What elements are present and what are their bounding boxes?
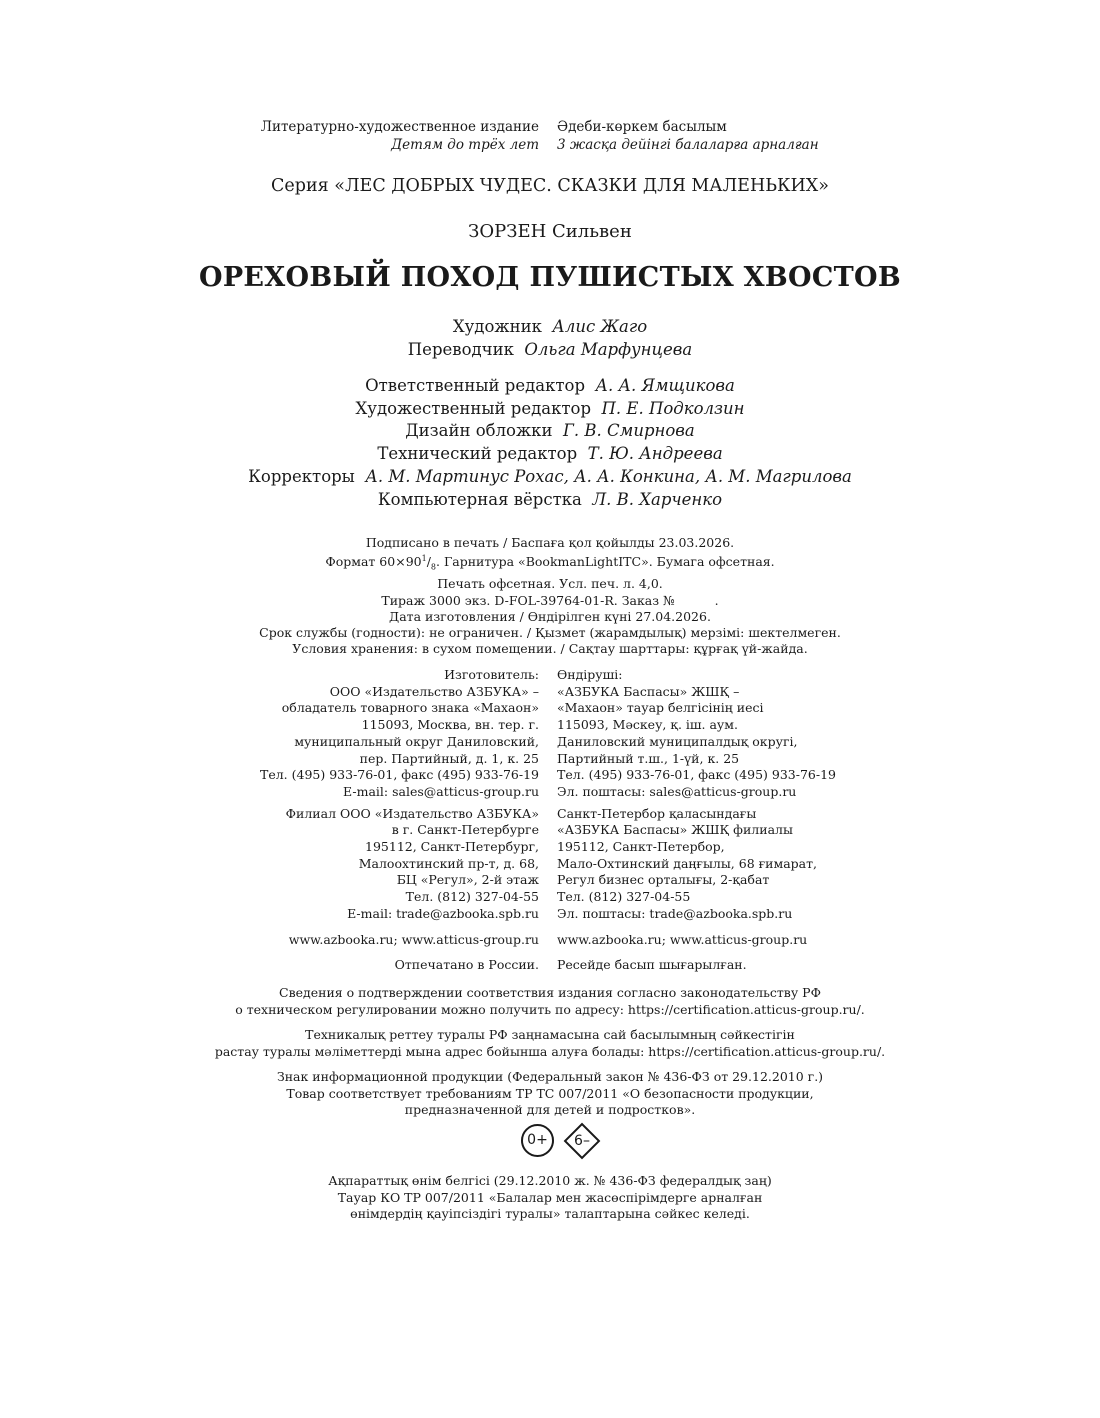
staff-row [0, 420, 1100, 443]
maker-kz: «Махаон» тауар белгісінің иесі [557, 700, 764, 716]
web-kz: www.azbooka.ru; www.atticus-group.ru [557, 931, 808, 947]
cert-kz-line: Техникалық реттеу туралы РФ заңнамасына сай басылымның сәйкестігін [305, 1027, 795, 1042]
book-title: ОРЕХОВЫЙ ПОХОД ПУШИСТЫХ ХВОСТОВ [199, 262, 901, 293]
age-0-plus-icon: 0+ [521, 1124, 554, 1157]
maker-ru: 115093, Москва, вн. тер. г. [361, 717, 539, 733]
branch-row [0, 806, 1100, 823]
credit-name: Алис Жаго [552, 317, 648, 336]
age-6-minus-icon [562, 1123, 602, 1159]
branch-row [0, 906, 1100, 923]
format-text: Формат 60×90 [325, 554, 422, 570]
info-line: Товар соответствует требованиям ТР ТС 007/2011 «О безопасности продукции, [286, 1085, 814, 1101]
branch-row [0, 856, 1100, 873]
print-method-line: Печать офсетная. Усл. печ. л. 4,0. [437, 576, 663, 592]
maker-kz: 115093, Мәскеу, қ. іш. аум. [557, 717, 738, 733]
branch-ru: 195112, Санкт-Петербург, [365, 839, 539, 855]
author-name: ЗОРЗЕН Сильвен [468, 221, 632, 242]
staff-row [0, 375, 1100, 398]
edition-type-kz: Әдеби-көркем басылым [557, 119, 727, 135]
cert-ru-line: Сведения о подтверждении соответствия издания согласно законодательству РФ [279, 985, 821, 1000]
branch-ru: E-mail: trade@azbooka.spb.ru [347, 905, 539, 921]
branch-ru: БЦ «Регул», 2-й этаж [396, 872, 539, 888]
staff-role: Компьютерная вёрстка [377, 489, 582, 509]
branch-ru: Малоохтинский пр-т, д. 68, [358, 855, 539, 871]
edition-info [0, 118, 1100, 154]
branch-kz: Мало-Охтинский даңғылы, 68 ғимарат, [557, 855, 818, 871]
maker-kz: Тел. (495) 933-76-01, факс (495) 933-76-19 [557, 767, 836, 783]
branch-ru: Филиал ООО «Издательство АЗБУКА» [285, 805, 539, 821]
staff-name: Л. В. Харченко [592, 489, 723, 509]
age-kz: 3 жасқа дейінгі балаларға арналған [557, 137, 819, 153]
branch-kz: «АЗБУКА Баспасы» ЖШҚ филиалы [557, 822, 793, 838]
branch-ru: Тел. (812) 327-04-55 [405, 889, 539, 905]
info-mark-kz [0, 1173, 1100, 1223]
staff-row [0, 398, 1100, 421]
credit-translator [0, 339, 1100, 362]
maker-ru: обладатель товарного знака «Махаон» [281, 700, 539, 716]
staff-role: Ответственный редактор [365, 376, 586, 395]
printed-row [0, 957, 1100, 974]
branch-ru: в г. Санкт-Петербурге [391, 822, 539, 838]
credits [0, 316, 1100, 361]
kaz-line: өнімдердің қауіпсіздігі туралы» талаптарына сәйкес келеді. [350, 1206, 750, 1221]
format-sub: 8 [430, 562, 437, 572]
web-row [0, 932, 1100, 949]
edition-type-ru: Литературно-художественное издание [260, 119, 539, 135]
storage-line: Условия хранения: в сухом помещении. / Сақтау шарттары: құрғақ үй-жайда. [292, 641, 808, 657]
maker-kz: «АЗБУКА Баспасы» ЖШҚ – [557, 683, 740, 699]
manufacturer-info [0, 667, 1100, 974]
cert-kz [0, 1027, 1100, 1060]
staff-role: Технический редактор [377, 444, 578, 464]
branch-row [0, 872, 1100, 889]
credit-role: Переводчик [407, 339, 514, 359]
cert-ru [0, 985, 1100, 1018]
maker-ru: муниципальный округ Даниловский, [294, 733, 539, 749]
format-sup: 1 [421, 554, 427, 564]
made-date-line: Дата изготовления / Өндірілген күні 27.04.2026. [389, 608, 711, 624]
age-marks [0, 1123, 1100, 1163]
staff-name: Г. В. Смирнова [562, 421, 695, 441]
staff-row [0, 466, 1100, 489]
maker-ru: Тел. (495) 933-76-01, факс (495) 933-76-19 [260, 767, 539, 783]
maker-kz: Даниловский муниципалдық округі, [557, 733, 798, 749]
kaz-line: Тауар КО ТР 007/2011 «Балалар мен жасөспірімдерге арналған [337, 1189, 763, 1205]
maker-ru: пер. Партийный, д. 1, к. 25 [359, 750, 539, 766]
info-mark-ru [0, 1069, 1100, 1119]
info-line: Знак информационной продукции (Федеральный закон № 436-ФЗ от 29.12.2010 г.) [276, 1069, 824, 1084]
editorial-staff [0, 375, 1100, 511]
series-line: Серия «ЛЕС ДОБРЫХ ЧУДЕС. СКАЗКИ ДЛЯ МАЛЕНЬКИХ» [271, 176, 829, 196]
maker-row [0, 767, 1100, 784]
staff-name: Т. Ю. Андреева [587, 444, 723, 464]
format-text-2: . Гарнитура «BookmanLightITC». Бумага офсетная. [436, 554, 775, 570]
maker-row [0, 717, 1100, 734]
maker-row [0, 700, 1100, 717]
format-slash: / [426, 554, 431, 570]
printed-kz: Ресейде басып шығарылған. [557, 957, 747, 973]
maker-ru: E-mail: sales@atticus-group.ru [343, 783, 539, 799]
staff-name: А. М. Мартинус Рохас, А. А. Конкина, А. М. Магрилова [365, 466, 852, 486]
maker-row [0, 751, 1100, 768]
certification-info [0, 985, 1100, 1128]
kaz-line: Ақпараттық өнім белгісі (29.12.2010 ж. № 436-ФЗ федералдық заң) [328, 1173, 772, 1188]
maker-ru: Изготовитель: [444, 667, 539, 682]
maker-row [0, 784, 1100, 801]
staff-role: Дизайн обложки [405, 421, 553, 441]
maker-row [0, 734, 1100, 751]
age-6-label: 6– [574, 1133, 590, 1149]
maker-row [0, 684, 1100, 701]
staff-row [0, 489, 1100, 512]
maker-kz: Партийный т.ш., 1-үй, к. 25 [557, 750, 740, 766]
maker-ru: ООО «Издательство АЗБУКА» – [329, 683, 539, 699]
staff-row [0, 443, 1100, 466]
format-line [0, 551, 1100, 576]
branch-row [0, 822, 1100, 839]
branch-kz: Тел. (812) 327-04-55 [557, 889, 691, 905]
staff-name: П. Е. Подколзин [601, 398, 745, 418]
branch-kz: 195112, Санкт-Петербор, [557, 839, 725, 855]
age-ru: Детям до трёх лет [391, 137, 539, 153]
printed-ru: Отпечатано в России. [394, 957, 539, 973]
branch-row [0, 889, 1100, 906]
branch-kz: Регул бизнес орталығы, 2-қабат [557, 872, 770, 888]
branch-kz: Эл. поштасы: trade@azbooka.spb.ru [557, 905, 793, 921]
staff-role: Художественный редактор [355, 398, 592, 418]
signed-line: Подписано в печать / Баспаға қол қойылды 23.03.2026. [365, 535, 735, 550]
branch-kz: Санкт-Петербор қаласындағы [557, 805, 757, 821]
cert-kz-line: растау туралы мәліметтерді мына адрес бойынша алуға болады: https://certification.atticus-group.ru/. [214, 1043, 886, 1059]
maker-row [0, 667, 1100, 684]
web-ru: www.azbooka.ru; www.atticus-group.ru [288, 931, 539, 947]
maker-kz: Эл. поштасы: sales@atticus-group.ru [557, 783, 797, 799]
credit-name: Ольга Марфунцева [524, 339, 693, 359]
credit-illustrator [0, 316, 1100, 339]
print-details [0, 535, 1100, 658]
staff-role: Корректоры [248, 466, 355, 486]
credit-role: Художник [452, 317, 542, 336]
maker-kz: Өндіруші: [557, 667, 623, 682]
branch-row [0, 839, 1100, 856]
print-run-line: Тираж 3000 экз. D-FOL-39764-01-R. Заказ № . [381, 592, 719, 608]
staff-name: А. А. Ямщикова [595, 376, 735, 395]
shelf-life-line: Срок службы (годности): не ограничен. / Қызмет (жарамдылық) мерзімі: шектелмеген. [259, 625, 841, 641]
cert-ru-line: о техническом регулировании можно получить по адресу: https://certification.atticus-group.ru/. [235, 1001, 865, 1017]
info-line: предназначенной для детей и подростков». [404, 1102, 696, 1117]
